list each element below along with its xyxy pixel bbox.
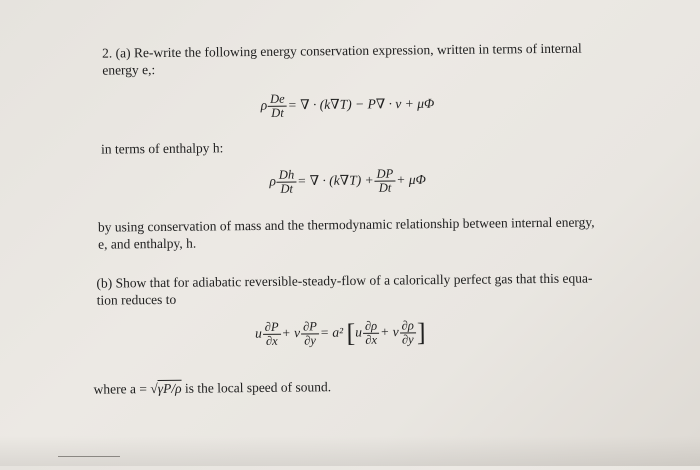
eq3-den-3: ∂x	[363, 333, 379, 347]
problem-line-8	[94, 380, 332, 396]
speed-of-sound-prefix: where a = √	[93, 381, 158, 397]
eq1-rho: ρ	[260, 97, 268, 113]
eq3-den-4: ∂y	[400, 332, 416, 346]
eq2-end: + μΦ	[396, 171, 426, 188]
eq3-equals-a2: = a²	[319, 324, 344, 340]
problem-line-2: energy e,:	[102, 62, 156, 78]
eq3-den-2: ∂y	[301, 333, 319, 347]
speed-of-sound-suffix: is the local speed of sound.	[181, 379, 332, 396]
page-edge-mark	[58, 456, 120, 457]
eq3-num-3: ∂ρ	[364, 318, 378, 333]
eq3-plus-v-1: + v	[281, 325, 301, 341]
eq2-fraction-2	[375, 168, 396, 195]
problem-line-7: tion reduces to	[96, 291, 177, 308]
eq3-fraction-3	[363, 320, 379, 347]
eq3-plus-v-2: + v	[380, 324, 399, 340]
problem-line-5: e, and enthalpy, h.	[98, 235, 197, 252]
eq3-open-bracket: [	[346, 318, 356, 348]
eq3-fraction-4	[400, 319, 416, 346]
photo-shadow	[0, 436, 700, 466]
eq1-num: De	[270, 91, 285, 106]
problem-line-4: by using conservation of mass and the thermodynamic relationship between internal energy,	[97, 214, 595, 235]
eq3-u-1: u	[254, 325, 262, 341]
eq3-fraction-1	[263, 321, 281, 348]
eq3-fraction-2	[301, 320, 319, 347]
eq2-num-2: DP	[376, 166, 394, 181]
eq2-den-1: Dt	[277, 182, 296, 196]
eq3-close-bracket: ]	[416, 317, 426, 347]
eq2-mid: = ∇ · (k∇T) +	[297, 172, 374, 189]
eq3-num-1: ∂P	[264, 319, 279, 334]
eq2-fraction-1	[277, 169, 297, 196]
problem-line-6: (b) Show that for adiabatic reversible-steady-flow of a calorically perfect gas that this equa-	[96, 270, 593, 291]
problem-line-1: 2. (a) Re-write the following energy conservation expression, written in terms of internal	[102, 40, 582, 61]
problem-line-3: in terms of enthalpy h:	[101, 140, 224, 157]
eq2-rho: ρ	[269, 173, 277, 189]
speed-of-sound-radicand: γP/ρ	[157, 380, 182, 397]
eq3-den-1: ∂x	[263, 334, 281, 348]
eq3-num-2: ∂P	[302, 319, 317, 334]
eq1-fraction	[268, 93, 287, 120]
eq3-u-2: u	[355, 324, 363, 340]
equation-internal-energy	[261, 91, 435, 120]
equation-reduced-form	[255, 319, 426, 348]
equation-enthalpy	[269, 167, 426, 196]
eq1-rhs: = ∇ · (k∇T) − P∇ · v + μΦ	[287, 95, 435, 113]
eq2-den-2: Dt	[375, 181, 396, 195]
eq1-den: Dt	[268, 106, 287, 120]
eq2-num-1: Dh	[278, 167, 295, 182]
eq3-num-4: ∂ρ	[401, 318, 414, 333]
